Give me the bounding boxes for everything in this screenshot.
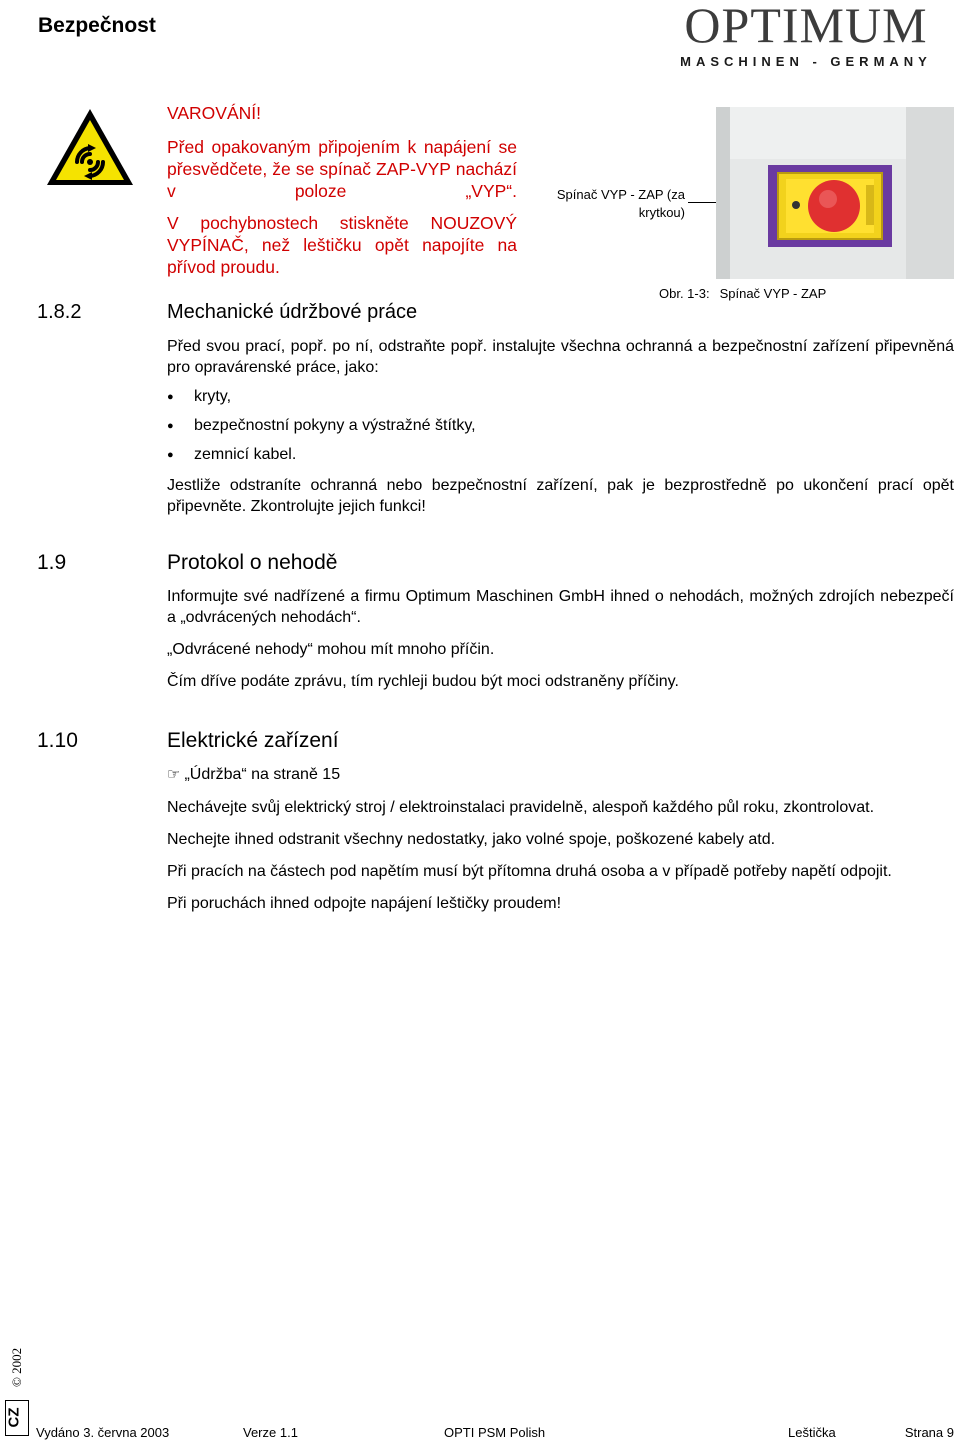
warning-rotating-parts-icon bbox=[44, 106, 136, 188]
list-item: ● zemnicí kabel. bbox=[167, 444, 954, 465]
footer-name: Leštička bbox=[788, 1425, 836, 1440]
copyright-side-label bbox=[5, 1335, 35, 1395]
logo-wordmark: OPTIMUM bbox=[684, 0, 928, 53]
intro-paragraph: Před svou prací, popř. po ní, odstraňte popř. instalujte všechna ochranná a bezpečnostní zařízení připevněná pro opravárenské práce, jako: bbox=[167, 338, 954, 376]
paragraph: Při poruchách ihned odpojte napájení leštičky proudem! bbox=[167, 895, 562, 912]
switch-photo bbox=[716, 107, 954, 279]
paragraph: Čím dříve podáte zprávu, tím rychleji budou být moci odstraněny příčiny. bbox=[167, 673, 679, 690]
language-code: CZ bbox=[5, 1407, 23, 1428]
pointing-hand-icon: ☞ bbox=[167, 766, 181, 783]
warning-paragraph-reconnect: Před opakovaným připojením k napájení se přesvědčete, že se spínač ZAP-VYP nachází v poloze „VYP“. bbox=[167, 137, 517, 201]
optimum-logo bbox=[660, 0, 952, 69]
cross-reference-text: „Údržba“ na straně 15 bbox=[184, 766, 341, 783]
language-badge bbox=[5, 1400, 29, 1436]
reattach-paragraph: Jestliže odstraníte ochranná nebo bezpečnostní zařízení, pak je bezprostředně po ukončení prací opět připevněte. Zkontrolujte jejich funkci! bbox=[167, 477, 954, 515]
footer-page: Strana 9 bbox=[904, 1425, 954, 1440]
section-1-10-body bbox=[167, 764, 954, 914]
cross-reference[interactable] bbox=[167, 764, 954, 785]
list-item: ● kryty, bbox=[167, 386, 954, 407]
guard-list bbox=[167, 386, 954, 465]
section-1-9-body bbox=[167, 586, 954, 692]
section-number: 1.9 bbox=[37, 551, 67, 574]
figure-callout: Spínač VYP - ZAP (za krytkou) bbox=[556, 187, 685, 220]
paragraph: Při pracích na částech pod napětím musí být přítomna druhá osoba a v případě potřeby napětí odpojit. bbox=[167, 863, 892, 880]
warning-block bbox=[167, 102, 517, 278]
section-title: Elektrické zařízení bbox=[167, 729, 339, 752]
logo-tagline: MASCHINEN - GERMANY bbox=[680, 54, 932, 69]
section-1-8-2-body bbox=[167, 336, 954, 517]
figure-caption bbox=[659, 286, 826, 301]
footer-product: OPTI PSM Polish bbox=[444, 1425, 546, 1440]
paragraph: Informujte své nadřízené a firmu Optimum Maschinen GmbH ihned o nehodách, možných zdrojích nebezpečí a „odvrácených nehodách“. bbox=[167, 588, 954, 626]
paragraph: Nechejte ihned odstranit všechny nedostatky, jako volné spoje, poškozené kabely atd. bbox=[167, 831, 776, 848]
warning-paragraph-emergency: V pochybnostech stiskněte NOUZOVÝ VYPÍNAČ, než leštičku opět napojíte na přívod proudu. bbox=[167, 213, 517, 277]
page-header-title: Bezpečnost bbox=[38, 14, 156, 37]
figure-caption-number: Obr. 1-3: bbox=[659, 286, 710, 301]
footer-issued: Vydáno 3. června 2003 bbox=[36, 1425, 170, 1440]
section-number: 1.10 bbox=[37, 729, 78, 752]
section-title: Protokol o nehodě bbox=[167, 551, 338, 574]
warning-heading: VAROVÁNÍ! bbox=[167, 103, 262, 123]
list-item: ● bezpečnostní pokyny a výstražné štítky, bbox=[167, 415, 954, 436]
section-number: 1.8.2 bbox=[37, 301, 82, 323]
footer-version: Verze 1.1 bbox=[243, 1425, 298, 1440]
paragraph: Nechávejte svůj elektrický stroj / elektroinstalaci pravidelně, alespoň každého půl roku, zkontrolovat. bbox=[167, 799, 875, 816]
copyright-text: © 2002 bbox=[9, 1347, 24, 1387]
paragraph: „Odvrácené nehody“ mohou mít mnoho příčin. bbox=[167, 641, 495, 658]
section-title: Mechanické údržbové práce bbox=[167, 301, 418, 323]
figure-caption-label: Spínač VYP - ZAP bbox=[719, 286, 827, 301]
